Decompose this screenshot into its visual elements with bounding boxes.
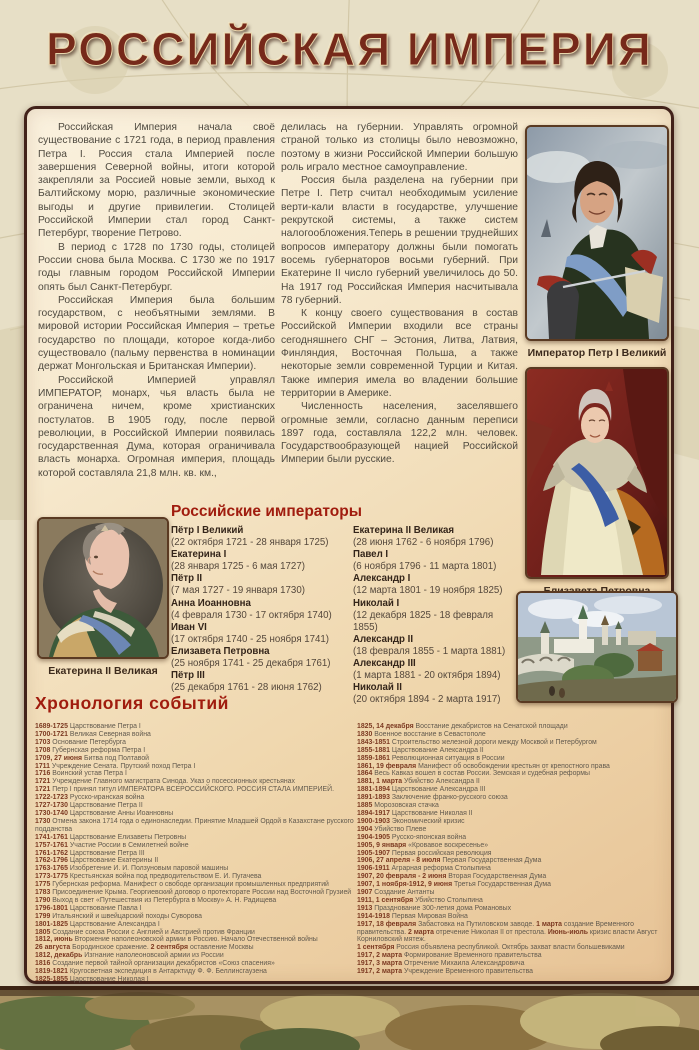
- chronology-entry: 1721 Петр I принял титул ИМПЕРАТОРА ВСЕРОССИЙСКОГО. РОССИЯ СТАЛА ИМПЕРИЕЙ.: [35, 786, 334, 794]
- chronology-entry: 1911, 1 сентября Убийство Столыпина: [357, 896, 483, 904]
- chronology-entry: 1730-1740 Царствование Анны Иоанновны: [35, 809, 174, 817]
- chronology-entry: 1881, 1 марта Убийство Александра II: [357, 778, 480, 786]
- chronology-entry: 1722-1723 Русско-иранская война: [35, 794, 145, 802]
- emperor-entry: Пётр II (7 мая 1727 - 19 января 1730): [171, 573, 305, 597]
- chronology-entry: 1783 Присоединение Крыма. Георгиевский договор о протекторате России над Восточной Грузией: [35, 889, 352, 897]
- chronology-entry: 1917, 18 февраля Забастовка на Путиловском заводе. 1 марта создание Временного правительства. 2 марта отречение Николая II от престола. Июнь-июль кризис власти Август Корниловский мятеж.: [357, 920, 658, 944]
- emperors-heading: Российские императоры: [171, 503, 362, 520]
- peter-i-portrait: [525, 125, 669, 341]
- chronology-entry: 1906, 27 апреля - 8 июля Первая Государственная Дума: [357, 857, 542, 865]
- emperor-entry: Николай I (12 декабря 1825 - 18 февраля 1855): [353, 597, 494, 633]
- chronology-entry: 1709, 27 июня Битва под Полтавой: [35, 754, 150, 762]
- chronology-entry: 1796-1801 Царствование Павла I: [35, 904, 142, 912]
- emperors-column-2: [353, 525, 517, 706]
- chronology-entry: 1825-1855 Царствование Николая I: [35, 976, 149, 983]
- chronology-entry: 1 сентября Россия объявлена республикой. Октябрь захват власти большевиками: [357, 944, 625, 952]
- content-panel: [24, 106, 674, 984]
- chronology-entry: 1689-1725 Царствование Петра I: [35, 723, 141, 730]
- chronology-entry: 1905-1907 Первая российская революция: [357, 849, 492, 857]
- emperor-entry: Елизавета Петровна (25 ноября 1741 - 25 декабря 1761): [171, 645, 331, 670]
- intro-paragraph: Российской Империей управлял ИМПЕРАТОР, монарх, чья власть была не ограничена ничем, кроме христианских постулатов. В 1905 году, после первой революции, в Российской Империи появилась государственная Дума, которая ограничивала власть монарха. Огромная империя, площадь которой составляла 21,8 млн. кв. км.,: [38, 374, 275, 479]
- chronology-entry: 26 августа Бородинское сражение. 2 сентября оставление Москвы: [35, 944, 254, 952]
- chronology-entry: 1859-1861 Революционная ситуация в России: [357, 754, 505, 762]
- chronology-entry: 1904 Убийство Плеве: [357, 825, 427, 833]
- chronology-heading: Хронология событий: [35, 693, 229, 713]
- chronology-entry: 1891-1893 Заключение франко-русского союза: [357, 794, 508, 802]
- chronology-entry: 1708 Губернская реформа Петра I: [35, 746, 146, 754]
- chronology-entry: 1904-1905 Русско-японская война: [357, 833, 467, 841]
- intro-column-2: [281, 121, 518, 467]
- chronology-entry: 1864 Весь Кавказ вошел в состав России. Земская и судебная реформы: [357, 770, 590, 778]
- chronology-entry: 1799 Итальянский и швейцарский походы Суворова: [35, 912, 202, 920]
- intro-paragraph: делилась на губернии. Управлять огромной страной только из столицы было невозможно, поэтому в жизни Российской Империи большую роль играло местное самоуправление.: [281, 122, 518, 173]
- chronology-entry: 1703 Основание Петербурга: [35, 738, 126, 746]
- intro-paragraph: Россия была разделена на губернии при Петре I. Петр считал необходимым усиление верти-кали власти в государстве, улучшение рекрутской системы, а также систем налогообложения.Теперь в решении труднейших вопросов императору должны были помогать восемь губернаторов восьми губерний. При Екатерине II число губерний увеличилось до 50. На 1917 год Российская Империя насчитывала 78 губерний.: [281, 175, 518, 306]
- catherine-ii-portrait: [37, 517, 169, 659]
- emperors-column-1: [171, 525, 353, 694]
- chronology-entry: 1757-1761 Участие России в Семилетней войне: [35, 841, 189, 849]
- chronology-entry: 1790 Выход в свет «Путешествия из Петербурга в Москву» А. Н. Радищева: [35, 896, 277, 904]
- emperor-entry: Павел I (6 ноября 1796 - 11 марта 1801): [353, 549, 497, 573]
- chronology-entry: 1907, 20 февраля - 2 июня Вторая Государственная Дума: [357, 873, 547, 881]
- chronology-entry: 1762-1796 Царствование Екатерины II: [35, 857, 159, 865]
- chronology-column-1: [35, 723, 357, 984]
- intro-paragraph: Российская Империя начала своё существование с 1721 года, в период правления Петра I. Россия стала Империей после завершения Северной войны, итоги которой закрепляли за Россией новые земли, выход к Балтийскому морю, различные экономические выгоды и другие привилегии. Столицей Российской Империи стал город Санкт-Петербург, творение Петрово.: [38, 122, 275, 240]
- emperor-entry: Анна Иоанновна (4 февраля 1730 - 17 октября 1740): [171, 597, 332, 621]
- chronology-entry: 1825, 14 декабря Восстание декабристов на Сенатской площади: [357, 723, 568, 730]
- emperor-entry: Николай II (20 октября 1894 - 2 марта 1917): [353, 682, 501, 706]
- chronology-entry: 1914-1918 Первая Мировая Война: [357, 912, 468, 920]
- chronology-entry: 1907 Создание Антанты: [357, 889, 435, 897]
- chronology-entry: 1761-1762 Царствование Петра III: [35, 849, 145, 857]
- emperor-entry: Пётр I Великий (22 октября 1721 - 28 января 1725): [171, 525, 329, 549]
- chronology-entry: 1894-1917 Царствование Николая II: [357, 809, 473, 817]
- chronology-entry: 1917, 2 марта Учреждение Временного правительства: [357, 968, 533, 976]
- chronology-entry: 1727-1730 Царствование Петра II: [35, 802, 143, 810]
- elizaveta-portrait: [525, 367, 669, 579]
- chronology-entry: 1763-1765 Изобретение И. И. Ползуновым паровой машины: [35, 865, 229, 873]
- chronology-entry: 1819-1821 Кругосветная экспедиция в Антарктиду Ф. Ф. Беллинсгаузена: [35, 968, 267, 976]
- chronology-entry: 1721 Учреждение Главного магистрата Синода. Указ о посессионных крестьянах: [35, 778, 295, 786]
- chronology-entry: 1907, 1 ноября-1912, 9 июня Третья Государственная Дума: [357, 881, 551, 889]
- catherine-ii-caption: Екатерина II Великая: [48, 665, 158, 677]
- chronology-entry: 1885 Морозовская стачка: [357, 802, 439, 810]
- chronology-entry: 1861, 19 февраля Манифест об освобождении крестьян от крепостного права: [357, 762, 610, 770]
- chronology-entry: 1913 Празднование 300-летия дома Романовых: [357, 904, 512, 912]
- chronology-entry: 1716 Воинский устав Петра I: [35, 770, 127, 778]
- chronology-entry: 1906-1911 Аграрная реформа Столыпина: [357, 865, 491, 873]
- chronology-entry: 1741-1761 Царствование Елизаветы Петровны: [35, 833, 187, 841]
- intro-paragraph: Численность населения, заселявшего огромные земли, согласно данным переписи 1897 года, составляла 122,2 млн. человек. Государствообразующей нацией Российской Империи были русские.: [281, 401, 518, 466]
- intro-paragraph: К концу своего существования в состав Российской Империи входили все страны сегодняшнего СНГ – Эстония, Литва, Латвия, Финляндия, Восточная Польша, а также некоторые земли современной Турции и Китая. Также империя имела во владении большие территории в Америке.: [281, 308, 518, 399]
- chronology-entry: 1905, 9 января «Кровавое воскресенье»: [357, 841, 489, 849]
- chronology-entry: 1917, 2 марта Формирование Временного правительства: [357, 952, 542, 960]
- chronology-entry: 1855-1881 Царствование Александра II: [357, 746, 484, 754]
- intro-column-1: [38, 121, 275, 480]
- moscow-cityscape-painting: [516, 591, 678, 703]
- chronology-entry: 1900-1903 Экономический кризис: [357, 817, 465, 825]
- chronology-entry: 1830 Военное восстание в Севастополе: [357, 730, 486, 738]
- chronology-entry: 1812, декабрь Изгнание наполеоновской армии из России: [35, 952, 224, 960]
- emperor-entry: Екатерина II Великая (28 июня 1762 - 6 ноября 1796): [353, 525, 494, 549]
- page-title: РОССИЙСКАЯ ИМПЕРИЯ: [46, 23, 653, 75]
- emperor-entry: Александр II (18 февраля 1855 - 1 марта 1881): [353, 633, 506, 657]
- chronology-entry: 1917, 3 марта Отречение Михаила Александровича: [357, 960, 525, 968]
- emperor-entry: Пётр III (25 декабря 1761 - 28 июня 1762): [171, 670, 322, 694]
- emperor-entry: Александр III (1 марта 1881 - 20 октября 1894): [353, 658, 501, 682]
- chronology-entry: 1775 Губернская реформа. Манифест о свободе организации промышленных предприятий: [35, 881, 329, 889]
- chronology-entry: 1773-1775 Крестьянская война под предводительством Е. И. Пугачева: [35, 873, 262, 881]
- chronology-column-2: [357, 723, 669, 976]
- intro-paragraph: В период с 1728 по 1730 годы, столицей России снова была Москва. С 1730 же по 1917 годы главным городом Российской Империи опять был Санкт-Петербург.: [38, 241, 275, 293]
- chronology-entry: 1801-1825 Царствование Александра I: [35, 920, 160, 928]
- chronology-entry: 1816 Создание первой тайной организации декабристов «Союз спасения»: [35, 960, 275, 968]
- peter-i-caption: Император Петр I Великий: [527, 347, 667, 359]
- intro-paragraph: Российская Империя была большим государством, с необъятными землями. В мировой истории Российская Империя – третье государство по площади, которое когда-либо существовало (пальму первенства в номинации держат Монгольская и Британская Империи).: [38, 294, 275, 373]
- chronology-entry: 1700-1721 Великая Северная война: [35, 730, 151, 738]
- emperor-entry: Александр I (12 марта 1801 - 19 ноября 1825): [353, 573, 503, 597]
- chronology-entry: 1881-1894 Царствование Александра III: [357, 786, 486, 794]
- chronology-entry: 1805 Создание союза России с Англией и Австрией против Франции: [35, 928, 255, 936]
- emperor-entry: Иван VI (17 октября 1740 - 25 ноября 1741): [171, 621, 330, 645]
- chronology-entry: 1711 Учреждение Сената. Прутский поход Петра I: [35, 762, 196, 770]
- emperor-entry: Екатерина I (28 января 1725 - 6 мая 1727): [171, 549, 305, 573]
- chronology-entry: 1843-1851 Строительство железной дороги между Москвой и Петербургом: [357, 738, 597, 746]
- chronology-entry: 1730 Отмена закона 1714 года о единонаследии. Принятие Младшей Ордой в Казахстане русского подданства: [35, 817, 354, 833]
- bottom-map-band: [0, 986, 699, 1050]
- chronology-entry: 1812, июнь Вторжение наполеоновской армии в Россию. Начало Отечественной войны: [35, 936, 318, 944]
